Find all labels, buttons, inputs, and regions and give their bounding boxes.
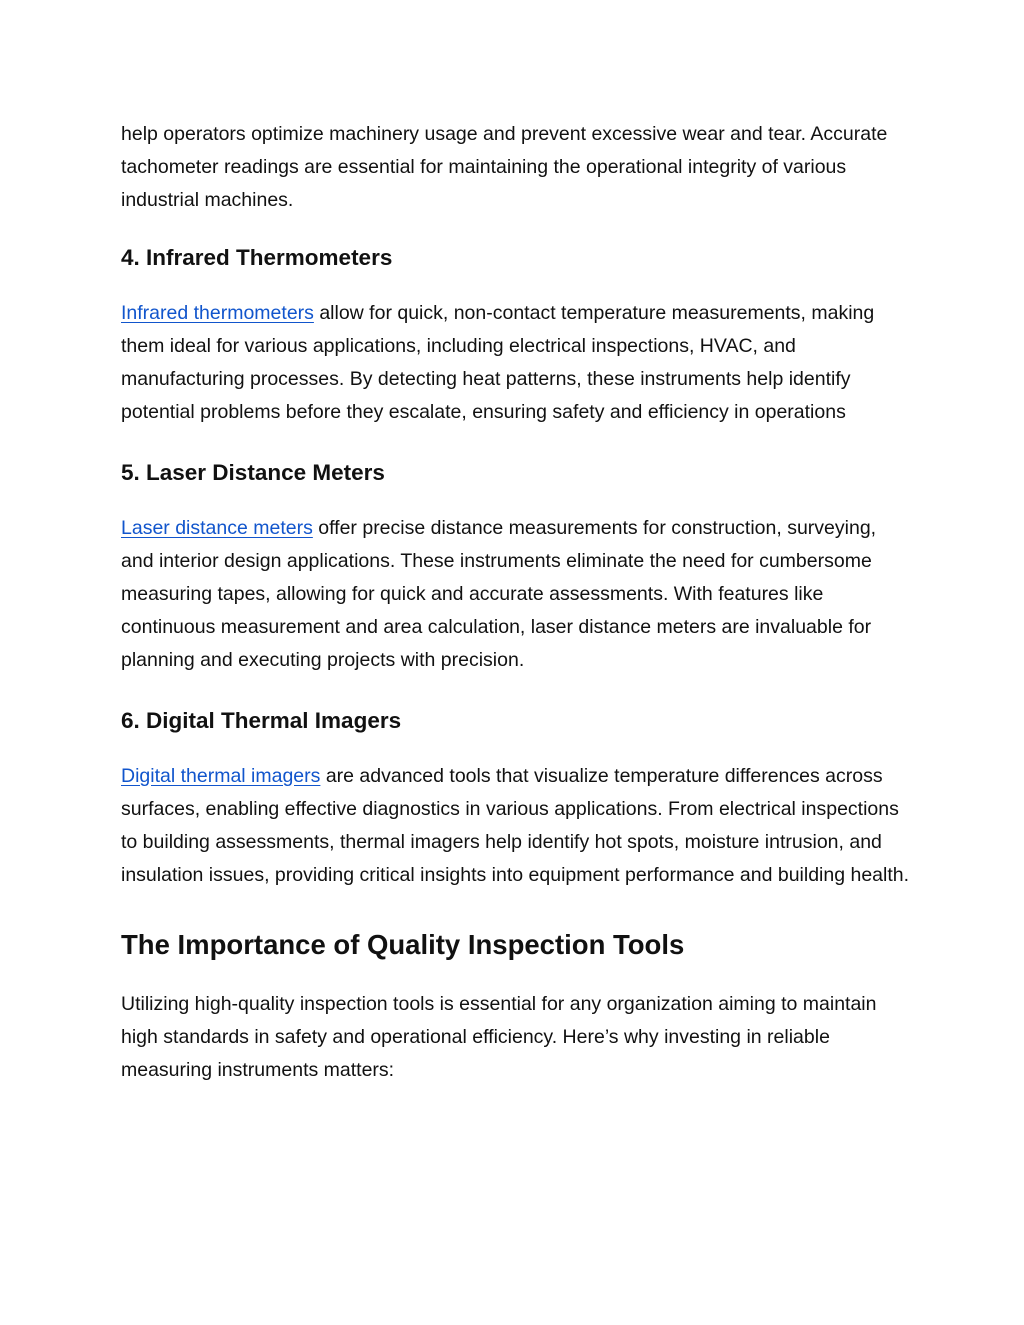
paragraph-laser-body: offer precise distance measurements for construction, surveying, and interior design applications. These instruments eliminate the need for cumbersome measuring tapes, allowing for quick and accurate assessments. With features like continuous measurement and area calculation, laser distance meters are invaluable for planning and executing projects with precision. [121,517,877,671]
paragraph-laser-distance-meters [121,512,911,677]
paragraph-infrared-body: allow for quick, non-contact temperature measurements, making them ideal for various applications, including electrical inspections, HVAC, and manufacturing processes. By detecting heat patterns, these instruments help identify potential problems before they escalate, ensuring safety and efficiency in operations [121,302,875,423]
heading-laser-distance-meters: 5. Laser Distance Meters [121,460,385,485]
paragraph-infrared-thermometers [121,297,911,429]
link-infrared-thermometers[interactable]: Infrared thermometers [121,302,314,324]
paragraph-digital-thermal-imagers [121,760,911,892]
importance-paragraph: Utilizing high-quality inspection tools is essential for any organization aiming to maintain high standards in safety and operational efficiency. Here’s why investing in reliable measuring instruments matters: [121,993,877,1081]
link-laser-distance-meters[interactable]: Laser distance meters [121,517,313,539]
paragraph-thermal-body: are advanced tools that visualize temperature differences across surfaces, enabling effective diagnostics in various applications. From electrical inspections to building assessments, thermal imagers help identify hot spots, moisture intrusion, and insulation issues, providing critical insights into equipment performance and building health. [121,765,910,886]
heading-infrared-thermometers: 4. Infrared Thermometers [121,245,393,270]
heading-importance: The Importance of Quality Inspection Tools [121,929,685,960]
heading-digital-thermal-imagers: 6. Digital Thermal Imagers [121,708,402,733]
intro-paragraph: help operators optimize machinery usage and prevent excessive wear and tear. Accurate tachometer readings are essential for maintaining the operational integrity of various industrial machines. [121,123,888,211]
link-digital-thermal-imagers[interactable]: Digital thermal imagers [121,765,321,787]
document-page [121,118,911,1087]
